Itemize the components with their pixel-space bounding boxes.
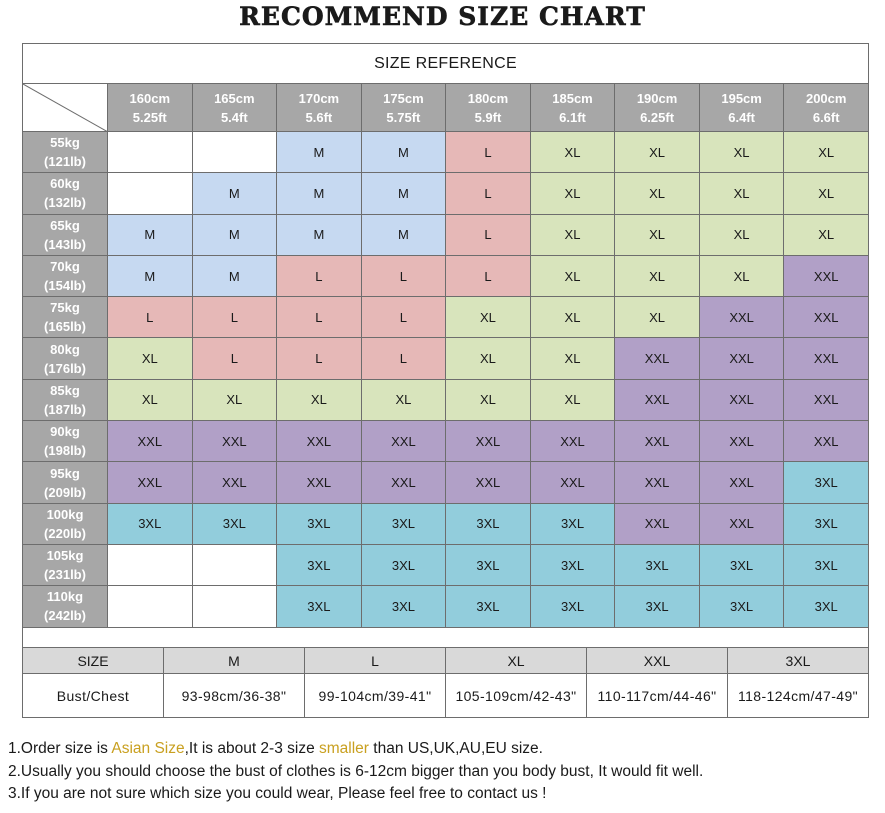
size-cell: XL [615, 297, 700, 338]
weight-lb: (242lb) [44, 608, 86, 624]
weight-kg: 85kg [50, 382, 80, 398]
height-cm: 185cm [552, 90, 593, 106]
size-cell: XXL [530, 462, 615, 503]
size-cell: M [277, 173, 362, 214]
weight-kg: 90kg [50, 424, 80, 440]
size-cell: M [108, 214, 193, 255]
weight-label [23, 462, 108, 503]
size-cell: XL [615, 255, 700, 296]
height-cm: 195cm [721, 90, 762, 106]
weight-lb: (121lb) [44, 154, 86, 170]
size-cell: XXL [784, 379, 869, 420]
weight-label [23, 586, 108, 627]
weight-row [23, 421, 869, 462]
size-cell: L [446, 132, 531, 173]
size-cell: M [277, 214, 362, 255]
size-cell [108, 586, 193, 627]
size-cell: XXL [784, 255, 869, 296]
weight-label [23, 214, 108, 255]
height-ft: 6.1ft [559, 109, 586, 125]
size-cell: L [277, 338, 362, 379]
weight-row [23, 297, 869, 338]
size-cell: XXL [615, 379, 700, 420]
size-cell: 3XL [615, 586, 700, 627]
size-cell: XXL [361, 462, 446, 503]
size-cell: L [277, 297, 362, 338]
size-cell: XL [446, 297, 531, 338]
size-cell: 3XL [446, 544, 531, 585]
size-name: 3XL [728, 648, 869, 674]
size-cell: XL [530, 255, 615, 296]
size-cell: XXL [615, 462, 700, 503]
weight-lb: (143lb) [44, 236, 86, 252]
height-ft: 5.25ft [132, 109, 167, 125]
size-cell [192, 544, 277, 585]
height-cm: 170cm [298, 90, 340, 106]
size-cell: XL [615, 173, 700, 214]
size-cell: L [277, 255, 362, 296]
size-cell [108, 132, 193, 173]
size-cell: XXL [699, 503, 784, 544]
weight-kg: 60kg [50, 176, 80, 192]
weight-row [23, 379, 869, 420]
size-cell: XL [699, 255, 784, 296]
size-cell: XL [784, 214, 869, 255]
size-cell: XXL [699, 297, 784, 338]
size-cell: 3XL [361, 586, 446, 627]
size-cell: XL [192, 379, 277, 420]
size-cell: XXL [277, 462, 362, 503]
weight-kg: 105kg [46, 548, 84, 564]
weight-lb: (176lb) [44, 360, 86, 376]
size-cell: XL [530, 297, 615, 338]
height-ft: 5.9ft [474, 109, 502, 125]
height-ft: 5.4ft [220, 109, 248, 125]
weight-row [23, 214, 869, 255]
note-highlight-smaller: smaller [319, 740, 369, 757]
size-cell: XXL [530, 421, 615, 462]
height-cm: 180cm [467, 90, 509, 106]
height-ft: 6.6ft [812, 109, 840, 125]
size-cell: XXL [699, 379, 784, 420]
weight-row [23, 132, 869, 173]
size-cell: 3XL [192, 503, 277, 544]
size-cell: M [192, 214, 277, 255]
size-cell: XL [108, 379, 193, 420]
height-header [446, 84, 531, 132]
size-cell: L [108, 297, 193, 338]
bust-value: 105-109cm/42-43" [446, 674, 587, 718]
size-cell: XXL [784, 297, 869, 338]
height-header [530, 84, 615, 132]
weight-kg: 70kg [50, 259, 80, 275]
size-cell: 3XL [446, 586, 531, 627]
size-cell: XL [277, 379, 362, 420]
bust-value: 110-117cm/44-46" [587, 674, 728, 718]
size-cell: 3XL [530, 544, 615, 585]
weight-kg: 75kg [50, 300, 80, 316]
weight-row [23, 586, 869, 627]
weight-lb: (231lb) [44, 567, 86, 583]
height-header [784, 84, 869, 132]
size-cell: 3XL [784, 503, 869, 544]
size-cell [192, 586, 277, 627]
weight-row [23, 255, 869, 296]
height-cm: 160cm [129, 90, 171, 106]
size-cell: 3XL [784, 462, 869, 503]
size-cell: 3XL [699, 586, 784, 627]
size-cell: XXL [615, 338, 700, 379]
weight-kg: 110kg [46, 589, 84, 605]
height-header [615, 84, 700, 132]
size-name: M [164, 648, 305, 674]
size-cell: L [361, 338, 446, 379]
size-cell: 3XL [277, 544, 362, 585]
weight-kg: 100kg [46, 506, 84, 522]
size-cell [108, 173, 193, 214]
weight-label [23, 379, 108, 420]
weight-lb: (132lb) [44, 195, 86, 211]
size-cell: XL [615, 132, 700, 173]
height-ft: 5.6ft [305, 109, 333, 125]
size-cell: 3XL [530, 586, 615, 627]
size-cell: XXL [192, 421, 277, 462]
weight-lb: (165lb) [44, 319, 86, 335]
size-cell: XXL [699, 421, 784, 462]
size-name: L [305, 648, 446, 674]
bust-row-label: Bust/Chest [23, 674, 164, 718]
size-cell: XL [108, 338, 193, 379]
size-cell: 3XL [277, 503, 362, 544]
weight-kg: 65kg [50, 217, 80, 233]
size-cell: XXL [446, 421, 531, 462]
size-cell: XL [615, 214, 700, 255]
size-header-label: SIZE [23, 648, 164, 674]
weight-label [23, 132, 108, 173]
bust-value: 118-124cm/47-49" [728, 674, 869, 718]
weight-row [23, 544, 869, 585]
bust-size-table [22, 647, 869, 718]
weight-lb: (198lb) [44, 443, 86, 459]
size-cell: XXL [108, 421, 193, 462]
weight-label [23, 503, 108, 544]
size-cell: XL [699, 132, 784, 173]
weight-row [23, 338, 869, 379]
size-cell: L [192, 297, 277, 338]
size-name: XXL [587, 648, 728, 674]
size-cell: M [361, 173, 446, 214]
weight-lb: (154lb) [44, 278, 86, 294]
table-spacer [23, 627, 869, 649]
size-cell: XXL [699, 462, 784, 503]
size-cell: 3XL [615, 544, 700, 585]
size-cell: XXL [615, 503, 700, 544]
size-reference-table [22, 43, 869, 650]
size-cell: L [361, 255, 446, 296]
size-cell: M [192, 255, 277, 296]
size-cell: L [361, 297, 446, 338]
height-header [699, 84, 784, 132]
size-cell: M [277, 132, 362, 173]
weight-label [23, 255, 108, 296]
size-cell: XXL [699, 338, 784, 379]
size-cell: XL [530, 173, 615, 214]
size-cell: 3XL [784, 586, 869, 627]
size-cell: XL [446, 379, 531, 420]
size-cell: XXL [277, 421, 362, 462]
bust-value: 93-98cm/36-38" [164, 674, 305, 718]
size-cell: XL [530, 379, 615, 420]
size-cell: XL [784, 173, 869, 214]
weight-label [23, 421, 108, 462]
size-cell: 3XL [446, 503, 531, 544]
notes-block [8, 738, 703, 806]
height-cm: 175cm [383, 90, 424, 106]
size-cell: XXL [784, 338, 869, 379]
size-cell: XXL [361, 421, 446, 462]
size-cell: L [446, 255, 531, 296]
size-cell: L [446, 173, 531, 214]
size-cell: XL [784, 132, 869, 173]
size-cell: XXL [615, 421, 700, 462]
size-cell: M [361, 132, 446, 173]
height-header [192, 84, 277, 132]
size-cell [192, 132, 277, 173]
size-cell: L [192, 338, 277, 379]
corner-diagonal-cell [23, 84, 108, 132]
note-highlight-asian-size: Asian Size [111, 740, 185, 757]
height-header [108, 84, 193, 132]
diagonal-line [23, 84, 108, 132]
height-cm: 190cm [636, 90, 678, 106]
note-2: 2.Usually you should choose the bust of clothes is 6-12cm bigger than you body bust, It would fit well. [8, 762, 704, 780]
size-cell: 3XL [361, 503, 446, 544]
note-1: 1.Order size is Asian Size,It is about 2-3 size smaller than US,UK,AU,EU size. [8, 740, 543, 757]
height-header [277, 84, 362, 132]
weight-row [23, 503, 869, 544]
weight-label [23, 297, 108, 338]
size-name: XL [446, 648, 587, 674]
size-cell [108, 544, 193, 585]
weight-label [23, 338, 108, 379]
height-ft: 5.75ft [386, 109, 421, 125]
weight-row [23, 462, 869, 503]
size-cell: XL [530, 214, 615, 255]
size-cell: 3XL [277, 586, 362, 627]
bust-value: 99-104cm/39-41" [305, 674, 446, 718]
size-cell: M [192, 173, 277, 214]
weight-lb: (220lb) [44, 525, 86, 541]
note-3: 3.If you are not sure which size you could wear, Please feel free to contact us ! [8, 785, 547, 802]
weight-kg: 55kg [50, 135, 80, 151]
height-cm: 200cm [805, 90, 847, 106]
weight-lb: (209lb) [44, 484, 86, 500]
size-cell: L [446, 214, 531, 255]
weight-row [23, 173, 869, 214]
weight-label [23, 173, 108, 214]
size-cell: XXL [192, 462, 277, 503]
weight-kg: 95kg [50, 465, 80, 481]
size-reference-label: SIZE REFERENCE [23, 44, 869, 84]
height-header [361, 84, 446, 132]
size-cell: 3XL [530, 503, 615, 544]
size-cell: 3XL [699, 544, 784, 585]
size-cell: XXL [784, 421, 869, 462]
size-cell: 3XL [361, 544, 446, 585]
size-cell: XXL [446, 462, 531, 503]
size-cell: XL [361, 379, 446, 420]
size-cell: XL [530, 132, 615, 173]
size-cell: XL [699, 214, 784, 255]
height-ft: 6.25ft [640, 109, 675, 125]
weight-label [23, 544, 108, 585]
page-title: RECOMMEND SIZE CHART [239, 2, 646, 31]
weight-lb: (187lb) [44, 401, 86, 417]
height-ft: 6.4ft [728, 109, 755, 125]
size-cell: XL [699, 173, 784, 214]
weight-kg: 80kg [50, 341, 80, 357]
size-cell: M [108, 255, 193, 296]
size-cell: XXL [108, 462, 193, 503]
size-cell: 3XL [108, 503, 193, 544]
height-cm: 165cm [214, 90, 255, 106]
size-cell: XL [446, 338, 531, 379]
size-cell: XL [530, 338, 615, 379]
size-cell: 3XL [784, 544, 869, 585]
size-cell: M [361, 214, 446, 255]
